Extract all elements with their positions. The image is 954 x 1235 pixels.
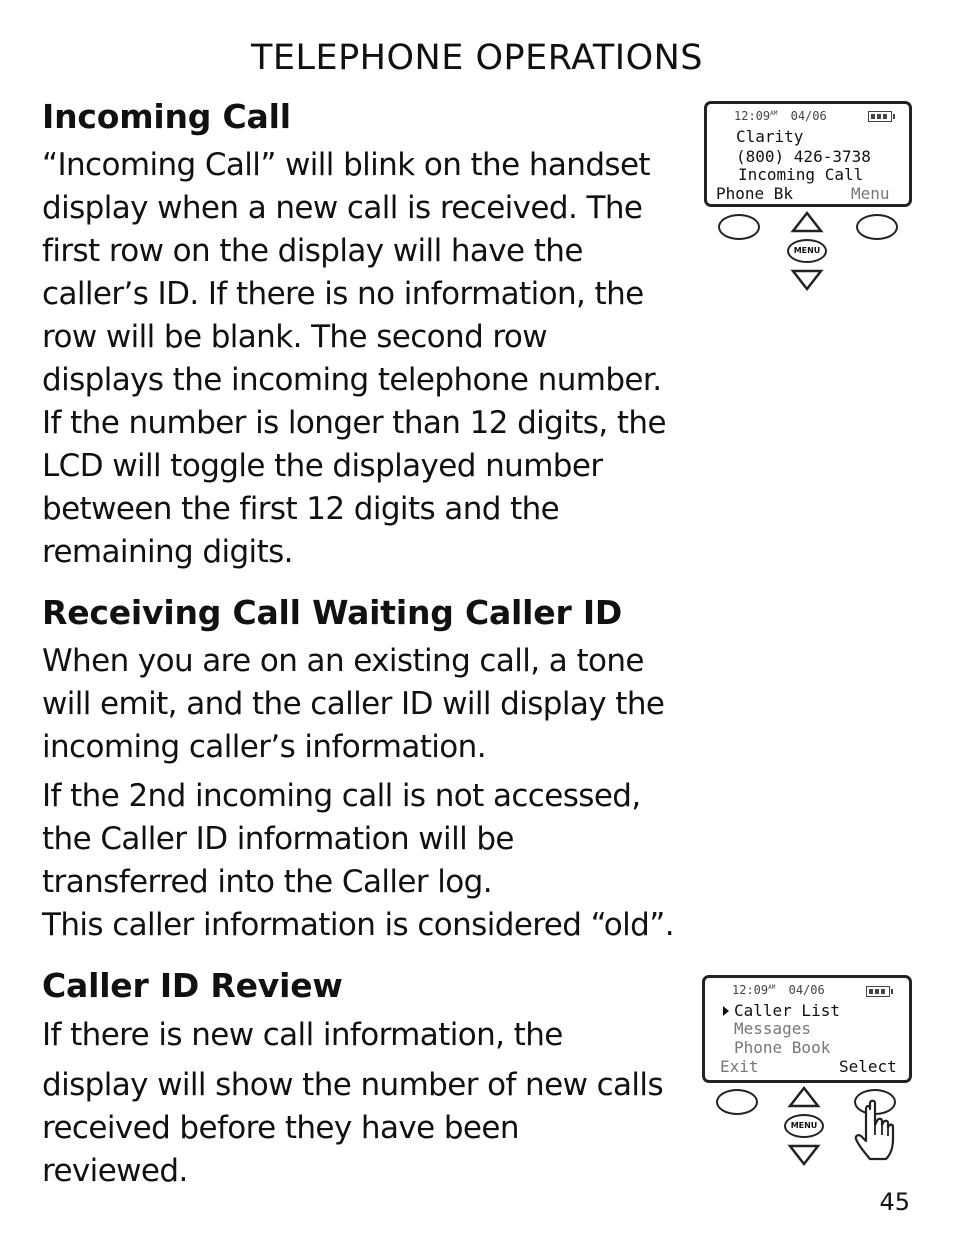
text-line: If the number is longer than 12 digits, the bbox=[42, 405, 666, 441]
caller-id-review-text-2 bbox=[42, 1064, 663, 1193]
keypad-2 bbox=[714, 1085, 914, 1165]
lcd-menu-item-messages[interactable]: Messages bbox=[734, 1019, 812, 1038]
text-line: between the first 12 digits and the bbox=[42, 491, 560, 527]
up-arrow-icon[interactable] bbox=[790, 210, 824, 234]
text-line: LCD will toggle the displayed number bbox=[42, 448, 603, 484]
lcd-softkey-right-label: Menu bbox=[851, 184, 890, 203]
incoming-call-text bbox=[42, 144, 666, 574]
text-line: transferred into the Caller log. bbox=[42, 864, 492, 900]
lcd-date: 04/06 bbox=[788, 983, 825, 997]
page-number: 45 bbox=[879, 1188, 910, 1216]
battery-icon bbox=[868, 111, 892, 122]
text-line: remaining digits. bbox=[42, 534, 293, 570]
lcd-caller-name: Clarity bbox=[736, 127, 804, 146]
lcd-softkey-left-label: Phone Bk bbox=[716, 184, 794, 203]
battery-icon bbox=[866, 986, 890, 997]
selection-arrow-icon bbox=[722, 1005, 730, 1017]
keypad-1 bbox=[716, 210, 906, 298]
lcd-ampm: AM bbox=[768, 984, 776, 991]
lcd-display-incoming bbox=[704, 101, 912, 207]
right-softkey[interactable] bbox=[856, 214, 898, 240]
down-arrow-icon[interactable] bbox=[790, 268, 824, 292]
lcd-menu-item-phone-book[interactable]: Phone Book bbox=[734, 1038, 831, 1057]
lcd-display-menu bbox=[702, 975, 912, 1083]
text-line: When you are on an existing call, a tone bbox=[42, 643, 644, 679]
text-line: incoming caller’s information. bbox=[42, 729, 486, 765]
lcd-time: 12:09 bbox=[734, 109, 771, 123]
text-line: caller’s ID. If there is no information, the bbox=[42, 276, 644, 312]
text-line: “Incoming Call” will blink on the handset bbox=[42, 147, 650, 183]
text-line: the Caller ID information will be bbox=[42, 821, 514, 857]
call-waiting-heading: Receiving Call Waiting Caller ID bbox=[42, 593, 623, 632]
down-arrow-icon[interactable] bbox=[787, 1143, 821, 1167]
lcd-softkey-right-label: Select bbox=[839, 1057, 897, 1076]
lcd-menu-item-caller-list[interactable]: Caller List bbox=[734, 1001, 840, 1020]
text-line: This caller information is considered “old”. bbox=[42, 907, 674, 943]
text-line: displays the incoming telephone number. bbox=[42, 362, 662, 398]
text-line: If the 2nd incoming call is not accessed, bbox=[42, 778, 641, 814]
page-header: TELEPHONE OPERATIONS bbox=[250, 38, 704, 78]
up-arrow-icon[interactable] bbox=[787, 1085, 821, 1109]
text-line: If there is new call information, the bbox=[42, 1017, 563, 1053]
text-line: display when a new call is received. The bbox=[42, 190, 643, 226]
call-waiting-text-2 bbox=[42, 775, 674, 947]
text-line: row will be blank. The second row bbox=[42, 319, 547, 355]
text-line: first row on the display will have the bbox=[42, 233, 583, 269]
lcd-time: 12:09 bbox=[732, 983, 769, 997]
call-waiting-text bbox=[42, 640, 664, 769]
caller-id-review-heading: Caller ID Review bbox=[42, 966, 343, 1005]
text-line: reviewed. bbox=[42, 1153, 188, 1189]
text-line: received before they have been bbox=[42, 1110, 519, 1146]
lcd-caller-number: (800) 426-3738 bbox=[736, 147, 871, 166]
menu-key[interactable]: MENU bbox=[784, 1114, 824, 1138]
lcd-status: Incoming Call bbox=[738, 165, 864, 184]
lcd-ampm: AM bbox=[770, 110, 778, 117]
incoming-call-heading: Incoming Call bbox=[42, 97, 291, 136]
lcd-clock bbox=[732, 983, 825, 997]
lcd-softkey-left-label: Exit bbox=[720, 1057, 759, 1076]
lcd-date: 04/06 bbox=[790, 109, 827, 123]
pointing-hand-icon bbox=[852, 1099, 896, 1163]
left-softkey[interactable] bbox=[718, 214, 760, 240]
text-line: display will show the number of new calls bbox=[42, 1067, 663, 1103]
caller-id-review-text bbox=[42, 1014, 563, 1057]
menu-key[interactable]: MENU bbox=[787, 239, 827, 263]
lcd-clock bbox=[734, 109, 827, 123]
left-softkey[interactable] bbox=[716, 1089, 758, 1115]
text-line: will emit, and the caller ID will display the bbox=[42, 686, 665, 722]
